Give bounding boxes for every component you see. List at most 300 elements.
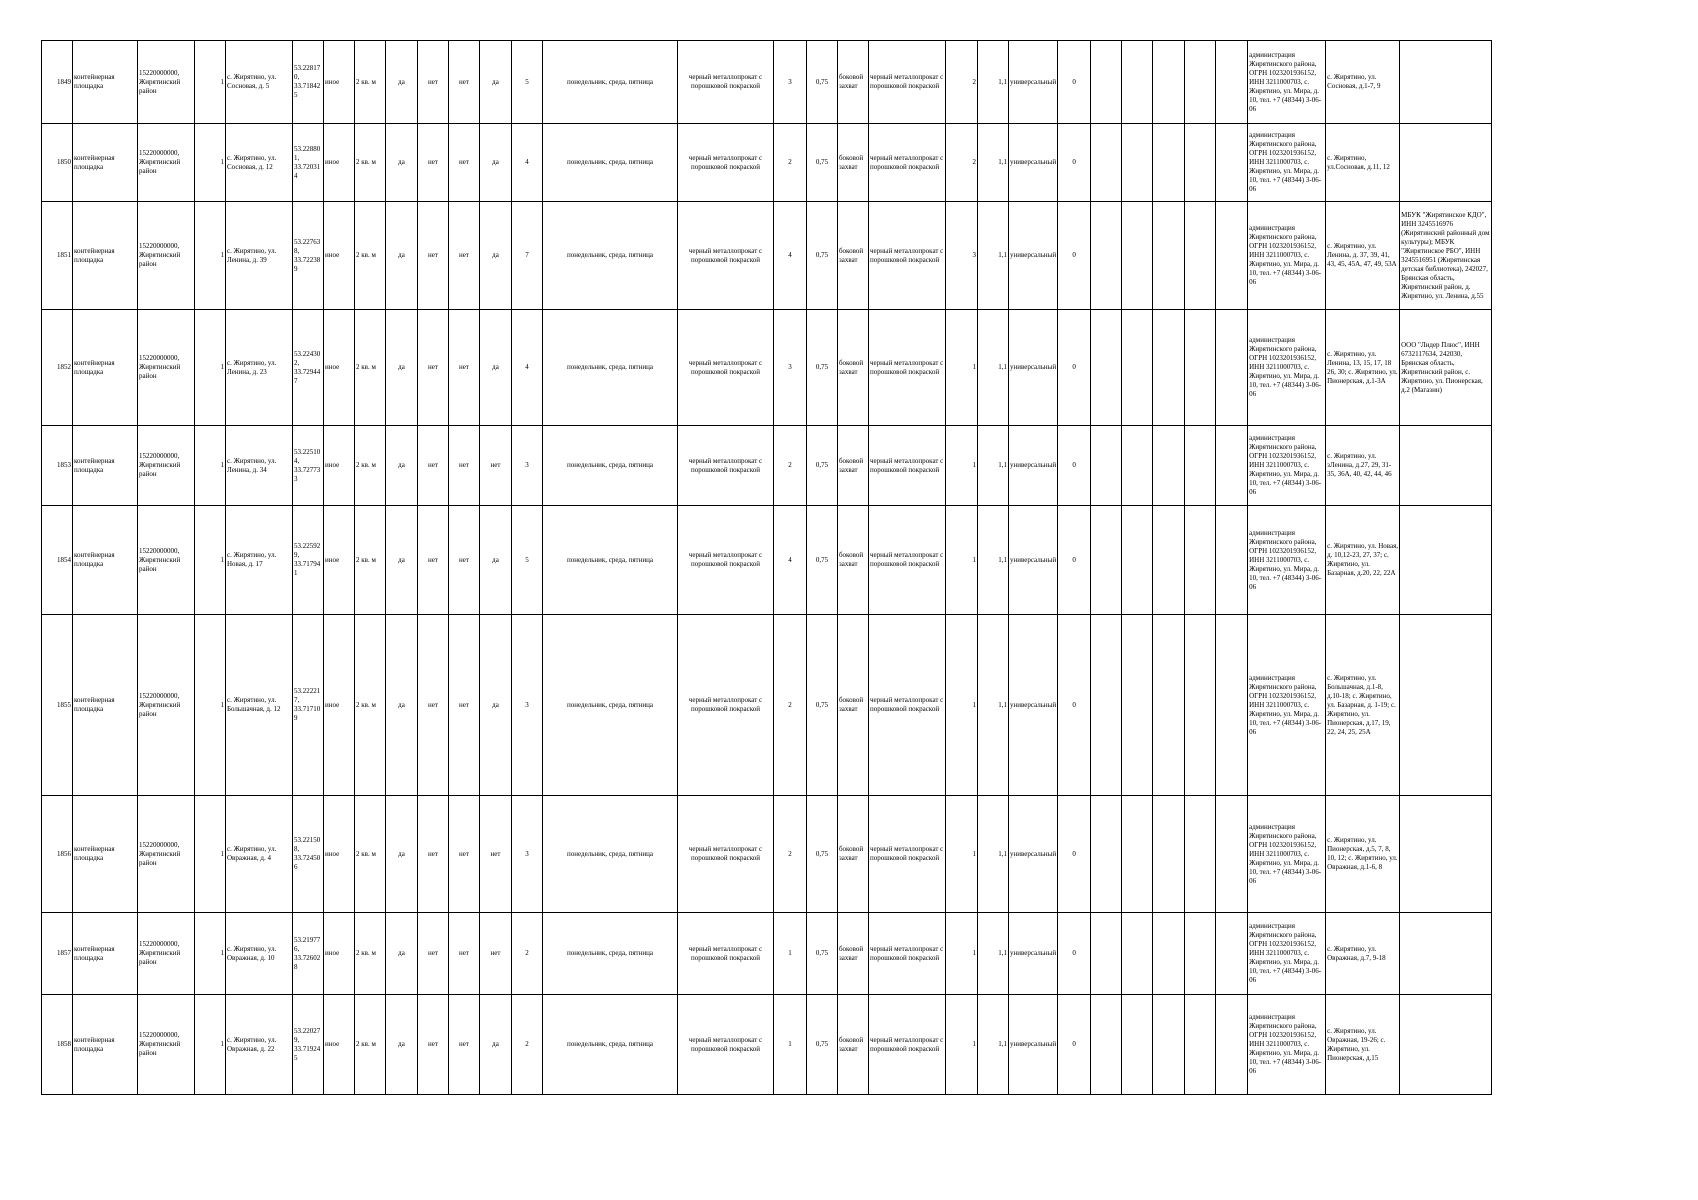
cell-empty [1216, 796, 1248, 913]
cell-loading: боковой захват [838, 426, 869, 506]
cell-empty [1216, 995, 1248, 1095]
cell-owner: администрация Жирятинского района, ОГРН 1023201936152, ИНН 3211000703, с. Жирятино, ул. Мира, д. 10, тел. +7 (48344) 3-06-06 [1248, 202, 1326, 310]
cell-vol2: 1,1 [978, 506, 1009, 615]
cell-loading: боковой захват [838, 796, 869, 913]
cell-owner: администрация Жирятинского района, ОГРН 1023201936152, ИНН 3211000703, с. Жирятино, ул. Мира, д. 10, тел. +7 (48344) 3-06-06 [1248, 41, 1326, 124]
cell-empty [1185, 426, 1216, 506]
cell-area: 2 кв. м [355, 41, 386, 124]
cell-coords: 53.22592 9, 33.71794 1 [293, 506, 324, 615]
cell-count: 2 [512, 995, 543, 1095]
cell-empty [1091, 124, 1122, 202]
cell-other [1400, 615, 1492, 796]
cell-area: 2 кв. м [355, 796, 386, 913]
cell-f4: да [480, 615, 512, 796]
cell-other [1400, 995, 1492, 1095]
cell-loading: боковой захват [838, 615, 869, 796]
cell-num: 1854 [42, 506, 73, 615]
cell-qty: 1 [195, 913, 226, 995]
cell-qty: 1 [195, 310, 226, 426]
cell-f2: нет [418, 310, 449, 426]
cell-f4: да [480, 506, 512, 615]
cell-address: с. Жирятино, ул. Ленина, д. 23 [226, 310, 293, 426]
cell-sources: с. Жирятино, ул. Ленина, д. 37, 39, 41, 43, 45, 45А, 47, 49, 53А [1326, 202, 1400, 310]
cell-cnum2: 1 [946, 913, 978, 995]
cell-coords: 53.22221 7, 33.71710 9 [293, 615, 324, 796]
cell-count: 4 [512, 310, 543, 426]
cell-empty [1153, 426, 1185, 506]
cell-cnum2: 1 [946, 995, 978, 1095]
cell-zero: 0 [1058, 913, 1091, 995]
cell-kind: универсальный [1009, 310, 1058, 426]
cell-material: черный металлопрокат с порошковой покраской [678, 913, 774, 995]
cell-zero: 0 [1058, 202, 1091, 310]
cell-material: черный металлопрокат с порошковой покраской [678, 506, 774, 615]
cell-zero: 0 [1058, 995, 1091, 1095]
cell-address: с. Жирятино, ул. Овражная, д. 10 [226, 913, 293, 995]
cell-empty [1216, 124, 1248, 202]
cell-f1: да [386, 426, 418, 506]
cell-surface: иное [324, 796, 355, 913]
cell-other [1400, 41, 1492, 124]
cell-schedule: понедельник, среда, пятница [543, 426, 678, 506]
cell-area: 2 кв. м [355, 426, 386, 506]
cell-coords: 53.22763 8, 33.72238 9 [293, 202, 324, 310]
cell-oktmo: 15220000000, Жирятинский район [138, 995, 195, 1095]
cell-cnum: 2 [774, 796, 807, 913]
cell-empty [1185, 202, 1216, 310]
cell-empty [1091, 426, 1122, 506]
cell-vol: 0,75 [807, 796, 838, 913]
cell-schedule: понедельник, среда, пятница [543, 796, 678, 913]
cell-vol2: 1,1 [978, 426, 1009, 506]
cell-f1: да [386, 310, 418, 426]
cell-count: 5 [512, 41, 543, 124]
cell-other [1400, 506, 1492, 615]
cell-address: с. Жирятино, ул. Сосновая, д. 5 [226, 41, 293, 124]
cell-owner: администрация Жирятинского района, ОГРН 1023201936152, ИНН 3211000703, с. Жирятино, ул. Мира, д. 10, тел. +7 (48344) 3-06-06 [1248, 913, 1326, 995]
cell-f4: нет [480, 913, 512, 995]
cell-empty [1216, 615, 1248, 796]
cell-area: 2 кв. м [355, 913, 386, 995]
cell-cnum2: 1 [946, 310, 978, 426]
cell-f3: нет [449, 796, 480, 913]
cell-f2: нет [418, 202, 449, 310]
cell-type: контейнерная площадка [73, 41, 138, 124]
cell-sources: с. Жирятино, ул. Сосновая, д.1-7, 9 [1326, 41, 1400, 124]
cell-type: контейнерная площадка [73, 796, 138, 913]
cell-material2: черный металлопрокат с порошковой покраской [869, 426, 946, 506]
cell-zero: 0 [1058, 310, 1091, 426]
cell-empty [1185, 506, 1216, 615]
cell-empty [1122, 506, 1153, 615]
cell-cnum: 2 [774, 124, 807, 202]
cell-vol: 0,75 [807, 124, 838, 202]
cell-empty [1153, 913, 1185, 995]
cell-address: с. Жирятино, ул. Ленина, д. 39 [226, 202, 293, 310]
cell-address: с. Жирятино, ул. Сосновая, д. 12 [226, 124, 293, 202]
cell-owner: администрация Жирятинского района, ОГРН 1023201936152, ИНН 3211000703, с. Жирятино, ул. Мира, д. 10, тел. +7 (48344) 3-06-06 [1248, 796, 1326, 913]
cell-f1: да [386, 995, 418, 1095]
cell-count: 5 [512, 506, 543, 615]
cell-empty [1216, 310, 1248, 426]
cell-type: контейнерная площадка [73, 426, 138, 506]
cell-vol: 0,75 [807, 310, 838, 426]
cell-f4: да [480, 310, 512, 426]
cell-cnum: 4 [774, 506, 807, 615]
table-row [42, 995, 1492, 1095]
cell-f1: да [386, 124, 418, 202]
cell-empty [1153, 310, 1185, 426]
cell-schedule: понедельник, среда, пятница [543, 995, 678, 1095]
cell-num: 1849 [42, 41, 73, 124]
cell-owner: администрация Жирятинского района, ОГРН 1023201936152, ИНН 3211000703, с. Жирятино, ул. Мира, д. 10, тел. +7 (48344) 3-06-06 [1248, 995, 1326, 1095]
cell-area: 2 кв. м [355, 506, 386, 615]
cell-other [1400, 913, 1492, 995]
cell-f2: нет [418, 124, 449, 202]
cell-vol: 0,75 [807, 41, 838, 124]
cell-f1: да [386, 41, 418, 124]
cell-qty: 1 [195, 41, 226, 124]
cell-cnum2: 2 [946, 41, 978, 124]
cell-schedule: понедельник, среда, пятница [543, 202, 678, 310]
cell-coords: 53.22430 2, 33.72944 7 [293, 310, 324, 426]
cell-material: черный металлопрокат с порошковой покраской [678, 202, 774, 310]
cell-kind: универсальный [1009, 426, 1058, 506]
cell-f2: нет [418, 426, 449, 506]
cell-f2: нет [418, 41, 449, 124]
cell-material2: черный металлопрокат с порошковой покраской [869, 202, 946, 310]
cell-loading: боковой захват [838, 913, 869, 995]
cell-other [1400, 796, 1492, 913]
cell-f1: да [386, 796, 418, 913]
cell-oktmo: 15220000000, Жирятинский район [138, 615, 195, 796]
cell-f3: нет [449, 995, 480, 1095]
cell-vol2: 1,1 [978, 124, 1009, 202]
cell-loading: боковой захват [838, 41, 869, 124]
cell-f3: нет [449, 202, 480, 310]
cell-empty [1122, 995, 1153, 1095]
cell-empty [1185, 796, 1216, 913]
cell-f4: да [480, 995, 512, 1095]
cell-loading: боковой захват [838, 310, 869, 426]
cell-empty [1091, 913, 1122, 995]
cell-empty [1091, 995, 1122, 1095]
registry-table [41, 40, 1492, 1095]
cell-material: черный металлопрокат с порошковой покраской [678, 41, 774, 124]
cell-count: 3 [512, 796, 543, 913]
cell-coords: 53.22027 9, 33.71924 5 [293, 995, 324, 1095]
cell-empty [1216, 41, 1248, 124]
cell-material2: черный металлопрокат с порошковой покраской [869, 41, 946, 124]
cell-f3: нет [449, 41, 480, 124]
cell-cnum2: 2 [946, 124, 978, 202]
cell-empty [1122, 41, 1153, 124]
cell-sources: с. Жирятино, ул. Новая, д. 10,12-23, 27, 37; с. Жирятино, ул. Базарная, д.20, 22, 22А [1326, 506, 1400, 615]
cell-address: с. Жирятино, ул. Овражная, д. 4 [226, 796, 293, 913]
cell-cnum: 3 [774, 41, 807, 124]
cell-cnum2: 1 [946, 615, 978, 796]
cell-empty [1091, 615, 1122, 796]
cell-f1: да [386, 615, 418, 796]
cell-count: 3 [512, 426, 543, 506]
cell-kind: универсальный [1009, 615, 1058, 796]
cell-qty: 1 [195, 506, 226, 615]
cell-f4: да [480, 124, 512, 202]
cell-surface: иное [324, 426, 355, 506]
cell-vol: 0,75 [807, 913, 838, 995]
cell-empty [1185, 913, 1216, 995]
cell-material: черный металлопрокат с порошковой покраской [678, 426, 774, 506]
cell-owner: администрация Жирятинского района, ОГРН 1023201936152, ИНН 3211000703, с. Жирятино, ул. Мира, д. 10, тел. +7 (48344) 3-06-06 [1248, 310, 1326, 426]
cell-f1: да [386, 202, 418, 310]
cell-oktmo: 15220000000, Жирятинский район [138, 310, 195, 426]
cell-type: контейнерная площадка [73, 202, 138, 310]
cell-empty [1122, 796, 1153, 913]
cell-sources: с. Жирятино, ул. Большачная, д.1-8, д.10-18; с. Жирятино, ул. Базарная, д. 1-19; с. Жирятино, ул. Пионерская, д.17, 19, 22, 24, 25, 25А [1326, 615, 1400, 796]
cell-empty [1185, 124, 1216, 202]
cell-num: 1852 [42, 310, 73, 426]
cell-oktmo: 15220000000, Жирятинский район [138, 506, 195, 615]
cell-type: контейнерная площадка [73, 913, 138, 995]
table-row [42, 615, 1492, 796]
cell-kind: универсальный [1009, 796, 1058, 913]
cell-f4: да [480, 41, 512, 124]
cell-empty [1153, 41, 1185, 124]
cell-vol2: 1,1 [978, 310, 1009, 426]
cell-empty [1185, 310, 1216, 426]
cell-vol2: 1,1 [978, 202, 1009, 310]
cell-vol2: 1,1 [978, 41, 1009, 124]
cell-empty [1216, 202, 1248, 310]
cell-f1: да [386, 506, 418, 615]
cell-owner: администрация Жирятинского района, ОГРН 1023201936152, ИНН 3211000703, с. Жирятино, ул. Мира, д. 10, тел. +7 (48344) 3-06-06 [1248, 506, 1326, 615]
cell-kind: универсальный [1009, 124, 1058, 202]
cell-vol: 0,75 [807, 202, 838, 310]
cell-num: 1853 [42, 426, 73, 506]
cell-sources: с. Жирятино, ул. Пионерская, д.5, 7, 8, 10, 12; с. Жирятино, ул. Овражная, д.1-6, 8 [1326, 796, 1400, 913]
cell-type: контейнерная площадка [73, 615, 138, 796]
cell-material: черный металлопрокат с порошковой покраской [678, 124, 774, 202]
cell-zero: 0 [1058, 615, 1091, 796]
cell-area: 2 кв. м [355, 615, 386, 796]
cell-oktmo: 15220000000, Жирятинский район [138, 426, 195, 506]
cell-coords: 53.22880 1, 33.72031 4 [293, 124, 324, 202]
cell-vol: 0,75 [807, 426, 838, 506]
cell-other [1400, 426, 1492, 506]
cell-surface: иное [324, 41, 355, 124]
cell-count: 3 [512, 615, 543, 796]
cell-zero: 0 [1058, 426, 1091, 506]
cell-f3: нет [449, 310, 480, 426]
cell-empty [1091, 310, 1122, 426]
cell-material: черный металлопрокат с порошковой покраской [678, 615, 774, 796]
cell-sources: с. Жирятино, ул. Ленина, 13, 15, 17, 18 26, 30; с. Жирятино, ул. Пионерская, д.1-3А [1326, 310, 1400, 426]
cell-f4: нет [480, 426, 512, 506]
cell-cnum: 3 [774, 310, 807, 426]
cell-material2: черный металлопрокат с порошковой покраской [869, 995, 946, 1095]
cell-empty [1122, 426, 1153, 506]
table-row [42, 506, 1492, 615]
cell-count: 7 [512, 202, 543, 310]
cell-qty: 1 [195, 995, 226, 1095]
cell-f3: нет [449, 913, 480, 995]
cell-empty [1185, 41, 1216, 124]
cell-cnum: 4 [774, 202, 807, 310]
cell-owner: администрация Жирятинского района, ОГРН 1023201936152, ИНН 3211000703, с. Жирятино, ул. Мира, д. 10, тел. +7 (48344) 3-06-06 [1248, 124, 1326, 202]
cell-area: 2 кв. м [355, 124, 386, 202]
cell-empty [1153, 615, 1185, 796]
cell-oktmo: 15220000000, Жирятинский район [138, 202, 195, 310]
cell-material: черный металлопрокат с порошковой покраской [678, 995, 774, 1095]
cell-material2: черный металлопрокат с порошковой покраской [869, 124, 946, 202]
cell-sources: с. Жирятино, ул.Сосновая, д.11, 12 [1326, 124, 1400, 202]
cell-kind: универсальный [1009, 202, 1058, 310]
cell-f1: да [386, 913, 418, 995]
cell-f2: нет [418, 796, 449, 913]
cell-zero: 0 [1058, 506, 1091, 615]
cell-vol2: 1,1 [978, 995, 1009, 1095]
cell-other [1400, 124, 1492, 202]
cell-empty [1153, 796, 1185, 913]
cell-surface: иное [324, 506, 355, 615]
cell-material2: черный металлопрокат с порошковой покраской [869, 913, 946, 995]
table-row [42, 202, 1492, 310]
cell-coords: 53.22510 4, 33.72773 3 [293, 426, 324, 506]
cell-vol: 0,75 [807, 995, 838, 1095]
cell-kind: универсальный [1009, 913, 1058, 995]
cell-owner: администрация Жирятинского района, ОГРН 1023201936152, ИНН 3211000703, с. Жирятино, ул. Мира, д. 10, тел. +7 (48344) 3-06-06 [1248, 615, 1326, 796]
cell-cnum: 2 [774, 426, 807, 506]
cell-schedule: понедельник, среда, пятница [543, 913, 678, 995]
cell-surface: иное [324, 913, 355, 995]
cell-schedule: понедельник, среда, пятница [543, 506, 678, 615]
cell-cnum: 1 [774, 995, 807, 1095]
cell-vol: 0,75 [807, 506, 838, 615]
cell-empty [1216, 506, 1248, 615]
cell-f3: нет [449, 506, 480, 615]
cell-surface: иное [324, 615, 355, 796]
cell-f2: нет [418, 615, 449, 796]
cell-cnum: 2 [774, 615, 807, 796]
cell-cnum: 1 [774, 913, 807, 995]
table-row [42, 796, 1492, 913]
cell-other: МБУК "Жирятинское КДО", ИНН 3245516976 (Жирятинский районный дом культуры); МБУК "Жирятинское РБО", ИНН 3245516951 (Жирятинская детская библиотека), 242027, Брянская область, Жирятинский район, д. Жирятино, ул. Ленина, д.55 [1400, 202, 1492, 310]
table-row [42, 41, 1492, 124]
cell-material: черный металлопрокат с порошковой покраской [678, 796, 774, 913]
cell-vol: 0,75 [807, 615, 838, 796]
cell-zero: 0 [1058, 124, 1091, 202]
cell-address: с. Жирятино, ул. Ленина, д. 34 [226, 426, 293, 506]
cell-surface: иное [324, 310, 355, 426]
cell-empty [1091, 202, 1122, 310]
cell-oktmo: 15220000000, Жирятинский район [138, 41, 195, 124]
cell-num: 1857 [42, 913, 73, 995]
cell-material2: черный металлопрокат с порошковой покраской [869, 310, 946, 426]
cell-f4: нет [480, 796, 512, 913]
cell-num: 1856 [42, 796, 73, 913]
cell-qty: 1 [195, 124, 226, 202]
cell-empty [1185, 995, 1216, 1095]
cell-empty [1153, 995, 1185, 1095]
cell-vol2: 1,1 [978, 913, 1009, 995]
cell-cnum2: 3 [946, 202, 978, 310]
cell-num: 1858 [42, 995, 73, 1095]
cell-material2: черный металлопрокат с порошковой покраской [869, 796, 946, 913]
cell-cnum2: 1 [946, 796, 978, 913]
cell-f3: нет [449, 426, 480, 506]
cell-oktmo: 15220000000, Жирятинский район [138, 124, 195, 202]
cell-empty [1122, 913, 1153, 995]
table-row [42, 913, 1492, 995]
cell-sources: с. Жирятино, ул. зЛенина, д.27, 29, 31-35, 36А, 40, 42, 44, 46 [1326, 426, 1400, 506]
cell-surface: иное [324, 202, 355, 310]
cell-zero: 0 [1058, 41, 1091, 124]
cell-surface: иное [324, 995, 355, 1095]
cell-num: 1850 [42, 124, 73, 202]
cell-f2: нет [418, 506, 449, 615]
cell-oktmo: 15220000000, Жирятинский район [138, 913, 195, 995]
cell-count: 2 [512, 913, 543, 995]
cell-empty [1216, 426, 1248, 506]
cell-schedule: понедельник, среда, пятница [543, 41, 678, 124]
cell-material2: черный металлопрокат с порошковой покраской [869, 506, 946, 615]
cell-empty [1153, 124, 1185, 202]
cell-f2: нет [418, 995, 449, 1095]
cell-material: черный металлопрокат с порошковой покраской [678, 310, 774, 426]
cell-coords: 53.22150 8, 33.72450 6 [293, 796, 324, 913]
cell-f3: нет [449, 615, 480, 796]
cell-coords: 53.21977 6, 33.72602 8 [293, 913, 324, 995]
cell-area: 2 кв. м [355, 995, 386, 1095]
cell-owner: администрация Жирятинского района, ОГРН 1023201936152, ИНН 3211000703, с. Жирятино, ул. Мира, д. 10, тел. +7 (48344) 3-06-06 [1248, 426, 1326, 506]
cell-cnum2: 1 [946, 426, 978, 506]
cell-empty [1091, 796, 1122, 913]
cell-empty [1153, 506, 1185, 615]
cell-sources: с. Жирятино, ул. Овражная, д.7, 9-18 [1326, 913, 1400, 995]
cell-empty [1091, 41, 1122, 124]
cell-coords: 53.22817 0, 33.71842 5 [293, 41, 324, 124]
cell-sources: с. Жирятино, ул. Овражная, 19-26; с. Жирятино, ул. Пионерская, д.15 [1326, 995, 1400, 1095]
cell-type: контейнерная площадка [73, 310, 138, 426]
table-row [42, 310, 1492, 426]
cell-empty [1216, 913, 1248, 995]
cell-oktmo: 15220000000, Жирятинский район [138, 796, 195, 913]
cell-type: контейнерная площадка [73, 506, 138, 615]
cell-area: 2 кв. м [355, 310, 386, 426]
cell-zero: 0 [1058, 796, 1091, 913]
cell-loading: боковой захват [838, 202, 869, 310]
cell-qty: 1 [195, 202, 226, 310]
cell-address: с. Жирятино, ул. Новая, д. 17 [226, 506, 293, 615]
cell-address: с. Жирятино, ул. Большачная, д. 12 [226, 615, 293, 796]
cell-num: 1855 [42, 615, 73, 796]
cell-loading: боковой захват [838, 995, 869, 1095]
cell-empty [1185, 615, 1216, 796]
cell-address: с. Жирятино, ул. Овражная, д. 22 [226, 995, 293, 1095]
cell-empty [1122, 124, 1153, 202]
cell-f2: нет [418, 913, 449, 995]
cell-schedule: понедельник, среда, пятница [543, 310, 678, 426]
cell-f4: да [480, 202, 512, 310]
cell-count: 4 [512, 124, 543, 202]
cell-schedule: понедельник, среда, пятница [543, 615, 678, 796]
table-row [42, 124, 1492, 202]
cell-type: контейнерная площадка [73, 995, 138, 1095]
cell-area: 2 кв. м [355, 202, 386, 310]
cell-f3: нет [449, 124, 480, 202]
cell-empty [1122, 310, 1153, 426]
cell-vol2: 1,1 [978, 796, 1009, 913]
